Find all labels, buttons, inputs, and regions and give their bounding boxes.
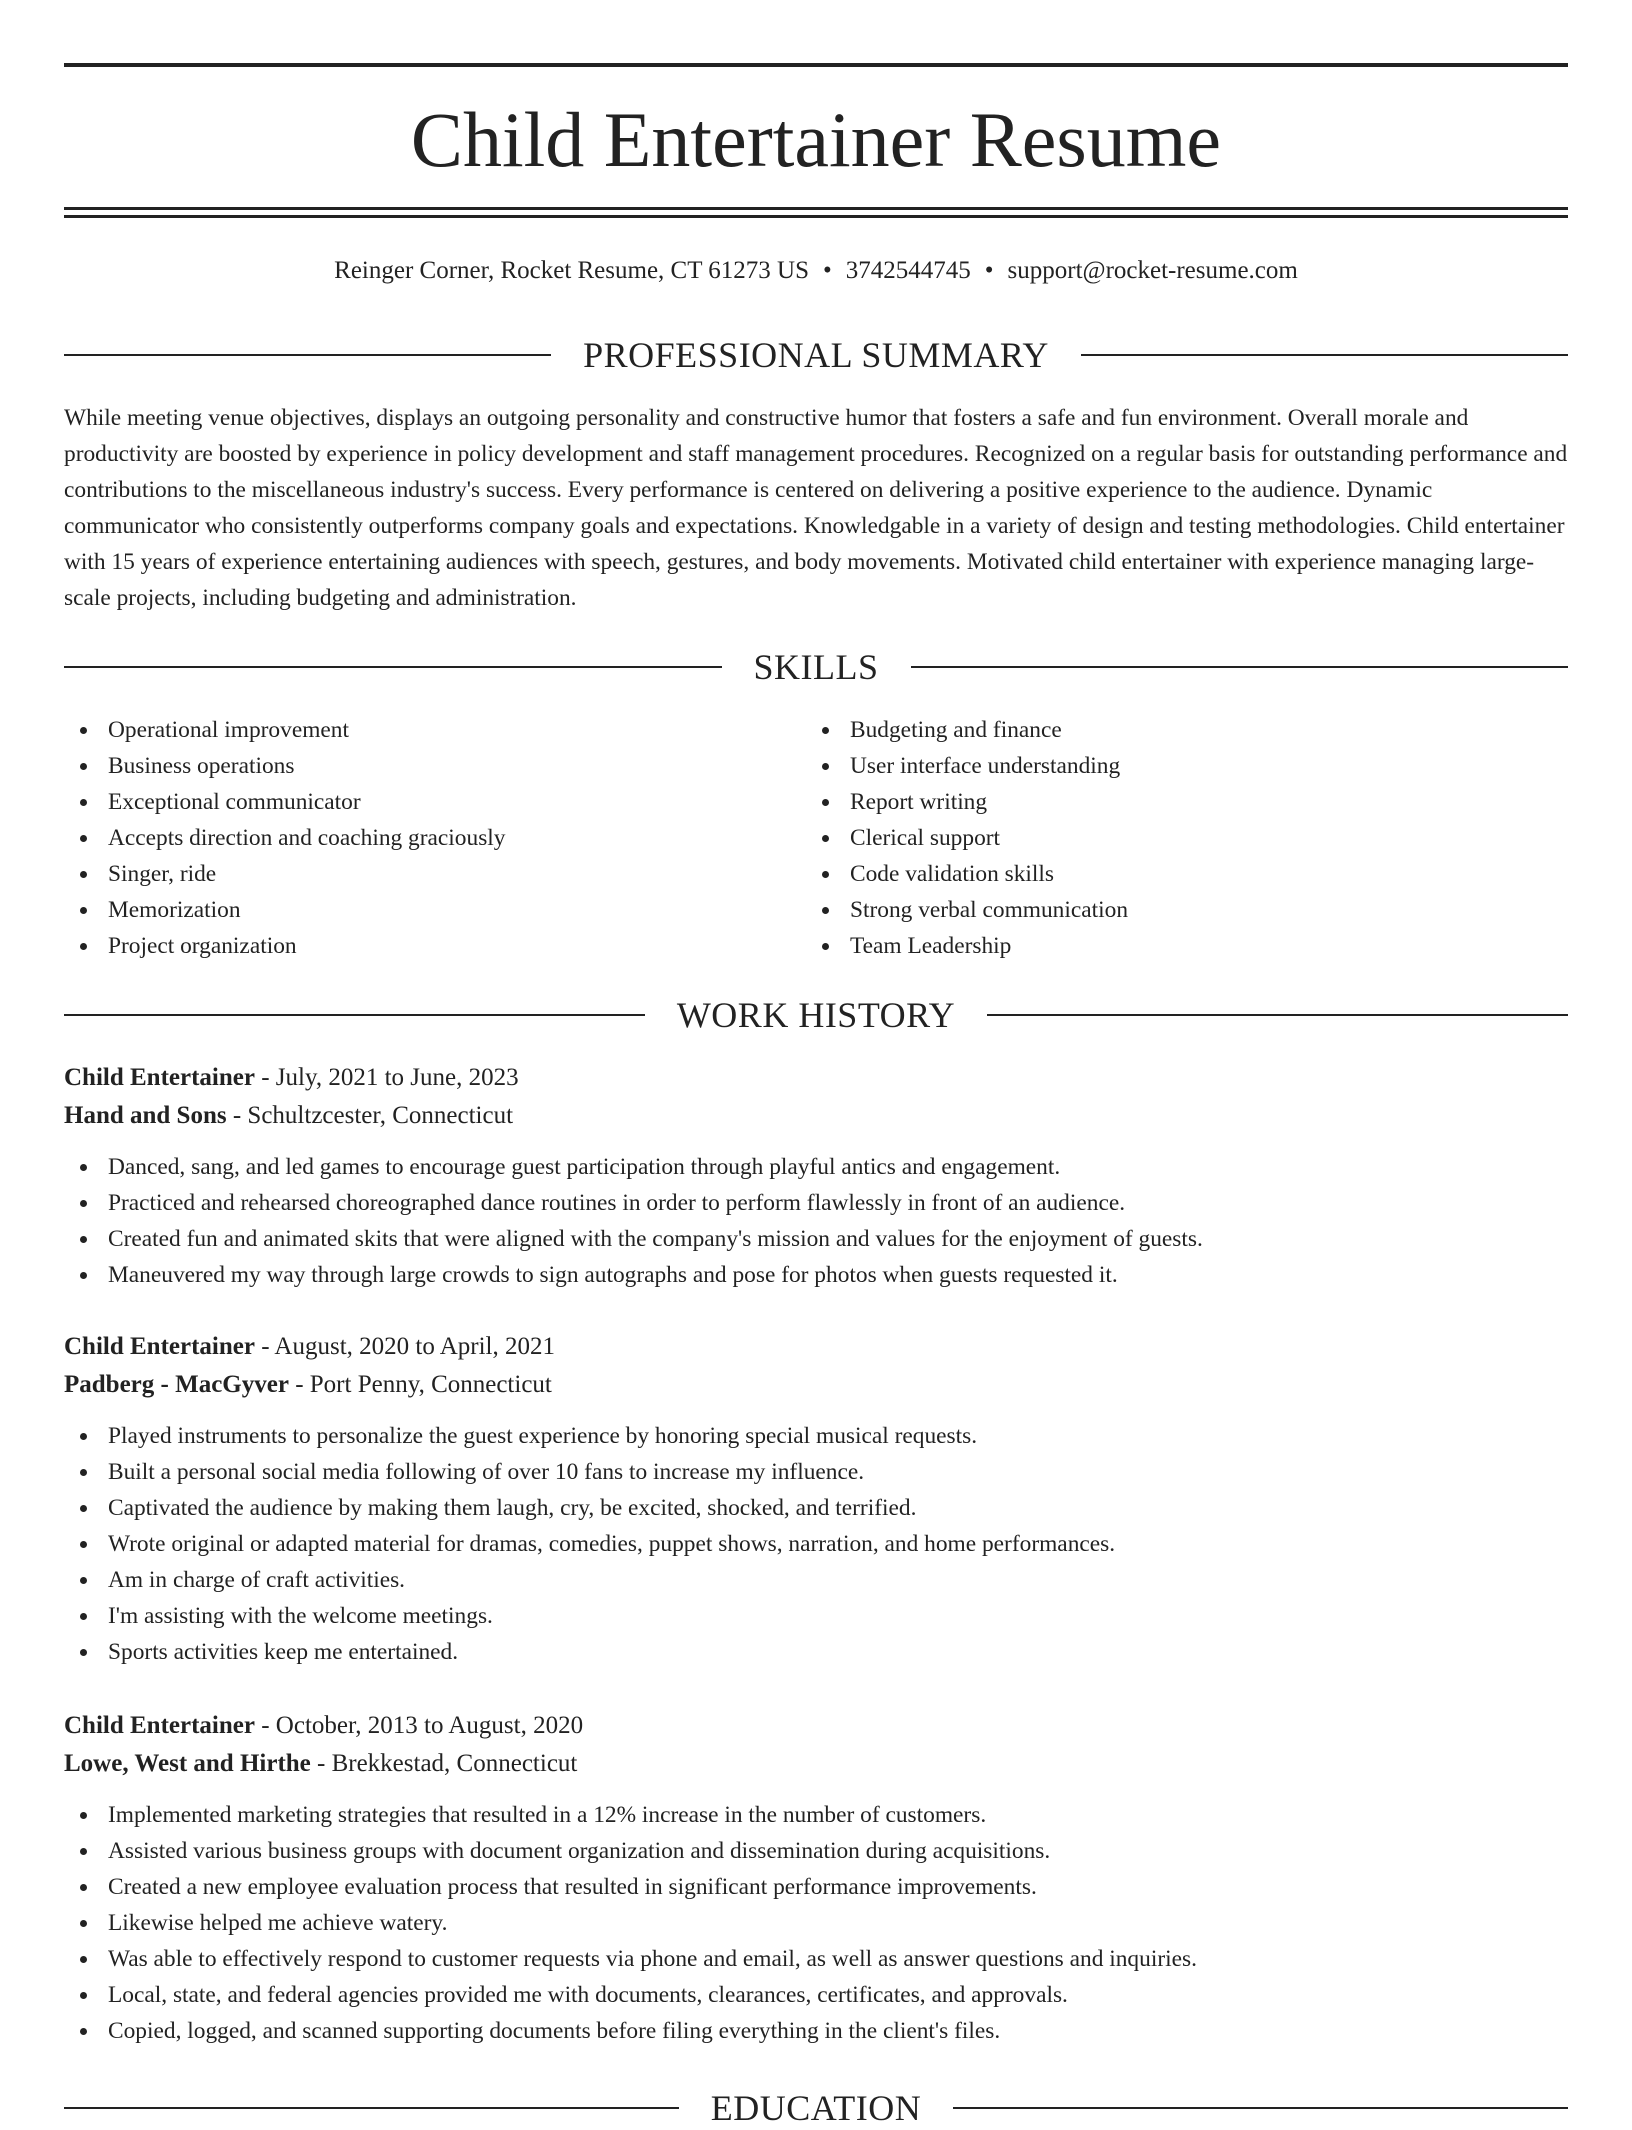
- list-item: Copied, logged, and scanned supporting documents before filing everything in the client's files.: [64, 2013, 1568, 2049]
- list-item: Wrote original or adapted material for dramas, comedies, puppet shows, narration, and home performances.: [64, 1526, 1568, 1562]
- heading-rule: [64, 354, 551, 356]
- list-item: Accepts direction and coaching graciously: [64, 820, 804, 856]
- list-item: Built a personal social media following of over 10 fans to increase my influence.: [64, 1454, 1568, 1490]
- summary-paragraph: While meeting venue objectives, displays an outgoing personality and constructive humor that fosters a safe and fun environment. Overall morale and productivity are boosted by experience in policy development and staff management procedures. Recognized on a regular basis for outstanding performance and contributions to the miscellaneous industry's success. Every performance is centered on delivering a positive experience to the audience. Dynamic communicator who consistently outperforms company goals and expectations. Knowledgable in a variety of design and testing methodologies. Child entertainer with 15 years of experience entertaining audiences with speech, gestures, and body movements. Motivated child entertainer with experience managing large-scale projects, including budgeting and administration.: [64, 405, 1568, 611]
- section-heading-education: [64, 2086, 1568, 2130]
- section-title: PROFESSIONAL SUMMARY: [583, 335, 1049, 375]
- contact-email: support@rocket-resume.com: [1007, 257, 1298, 284]
- skills-list-left: [64, 712, 804, 964]
- list-item: Danced, sang, and led games to encourage guest participation through playful antics and engagement.: [64, 1149, 1568, 1185]
- list-item: Business operations: [64, 748, 804, 784]
- list-item: Played instruments to personalize the guest experience by honoring special musical requests.: [64, 1418, 1568, 1454]
- job-title-line: [64, 1707, 1568, 1745]
- list-item: Likewise helped me achieve watery.: [64, 1905, 1568, 1941]
- job-location: - Schultzcester, Connecticut: [232, 1102, 514, 1129]
- job-duties-list: [64, 1797, 1568, 2049]
- list-item: Am in charge of craft activities.: [64, 1562, 1568, 1598]
- list-item: Captivated the audience by making them laugh, cry, be excited, shocked, and terrified.: [64, 1490, 1568, 1526]
- title-rule-lower: [64, 215, 1568, 218]
- heading-rule: [911, 666, 1569, 668]
- list-item: Assisted various business groups with document organization and dissemination during acquisitions.: [64, 1833, 1568, 1869]
- page-title: Child Entertainer Resume: [410, 96, 1222, 183]
- contact-address: Reinger Corner, Rocket Resume, CT 61273 US: [334, 257, 810, 284]
- job-title-line: [64, 1328, 1568, 1366]
- job-company-line: [64, 1745, 1568, 1783]
- list-item: I'm assisting with the welcome meetings.: [64, 1598, 1568, 1634]
- job-entry: [64, 1328, 1568, 1670]
- heading-rule: [953, 2107, 1568, 2109]
- list-item: User interface understanding: [806, 748, 1546, 784]
- heading-rule: [64, 1014, 645, 1016]
- job-title: Child Entertainer: [64, 1333, 255, 1360]
- contact-separator: •: [823, 257, 832, 284]
- list-item: Team Leadership: [806, 928, 1546, 964]
- section-heading-summary: [64, 333, 1568, 377]
- section-title: EDUCATION: [710, 2088, 922, 2128]
- list-item: Implemented marketing strategies that resulted in a 12% increase in the number of customers.: [64, 1797, 1568, 1833]
- heading-rule: [64, 666, 722, 668]
- job-title-line: [64, 1059, 1568, 1097]
- list-item: Maneuvered my way through large crowds to sign autographs and pose for photos when guests requested it.: [64, 1257, 1568, 1293]
- heading-rule: [987, 1014, 1568, 1016]
- top-rule: [64, 63, 1568, 67]
- job-entry: [64, 1707, 1568, 2049]
- skills-list-right: [806, 712, 1546, 964]
- job-entry: [64, 1059, 1568, 1293]
- job-location: - Brekkestad, Connecticut: [317, 1750, 578, 1777]
- job-location: - Port Penny, Connecticut: [295, 1371, 552, 1398]
- section-title: SKILLS: [753, 647, 879, 687]
- job-duties-list: [64, 1149, 1568, 1293]
- section-heading-skills: [64, 645, 1568, 689]
- list-item: Memorization: [64, 892, 804, 928]
- heading-rule: [1081, 354, 1568, 356]
- job-title: Child Entertainer: [64, 1712, 255, 1739]
- job-dates: - August, 2020 to April, 2021: [261, 1333, 555, 1360]
- list-item: Sports activities keep me entertained.: [64, 1634, 1568, 1670]
- section-title: WORK HISTORY: [676, 995, 956, 1035]
- list-item: Project organization: [64, 928, 804, 964]
- job-company-line: [64, 1097, 1568, 1135]
- list-item: Report writing: [806, 784, 1546, 820]
- list-item: Practiced and rehearsed choreographed dance routines in order to perform flawlessly in front of an audience.: [64, 1185, 1568, 1221]
- list-item: Local, state, and federal agencies provided me with documents, clearances, certificates, and approvals.: [64, 1977, 1568, 2013]
- list-item: Strong verbal communication: [806, 892, 1546, 928]
- list-item: Was able to effectively respond to customer requests via phone and email, as well as answer questions and inquiries.: [64, 1941, 1568, 1977]
- title-rule-upper: [64, 207, 1568, 210]
- job-company-line: [64, 1366, 1568, 1404]
- list-item: Singer, ride: [64, 856, 804, 892]
- job-company: Lowe, West and Hirthe: [64, 1750, 311, 1777]
- list-item: Code validation skills: [806, 856, 1546, 892]
- section-heading-work-history: [64, 993, 1568, 1037]
- list-item: Operational improvement: [64, 712, 804, 748]
- job-duties-list: [64, 1418, 1568, 1670]
- contact-phone: 3742544745: [845, 257, 971, 284]
- list-item: Budgeting and finance: [806, 712, 1546, 748]
- contact-separator: •: [984, 257, 994, 284]
- heading-rule: [64, 2107, 679, 2109]
- list-item: Exceptional communicator: [64, 784, 804, 820]
- job-title: Child Entertainer: [64, 1064, 255, 1091]
- job-dates: - July, 2021 to June, 2023: [261, 1064, 519, 1091]
- list-item: Created fun and animated skits that were aligned with the company's mission and values for the enjoyment of guests.: [64, 1221, 1568, 1257]
- list-item: Created a new employee evaluation process that resulted in significant performance improvements.: [64, 1869, 1568, 1905]
- job-company: Hand and Sons: [64, 1102, 227, 1129]
- job-company: Padberg - MacGyver: [64, 1371, 289, 1398]
- list-item: Clerical support: [806, 820, 1546, 856]
- contact-line: [64, 254, 1568, 288]
- job-dates: - October, 2013 to August, 2020: [261, 1712, 584, 1739]
